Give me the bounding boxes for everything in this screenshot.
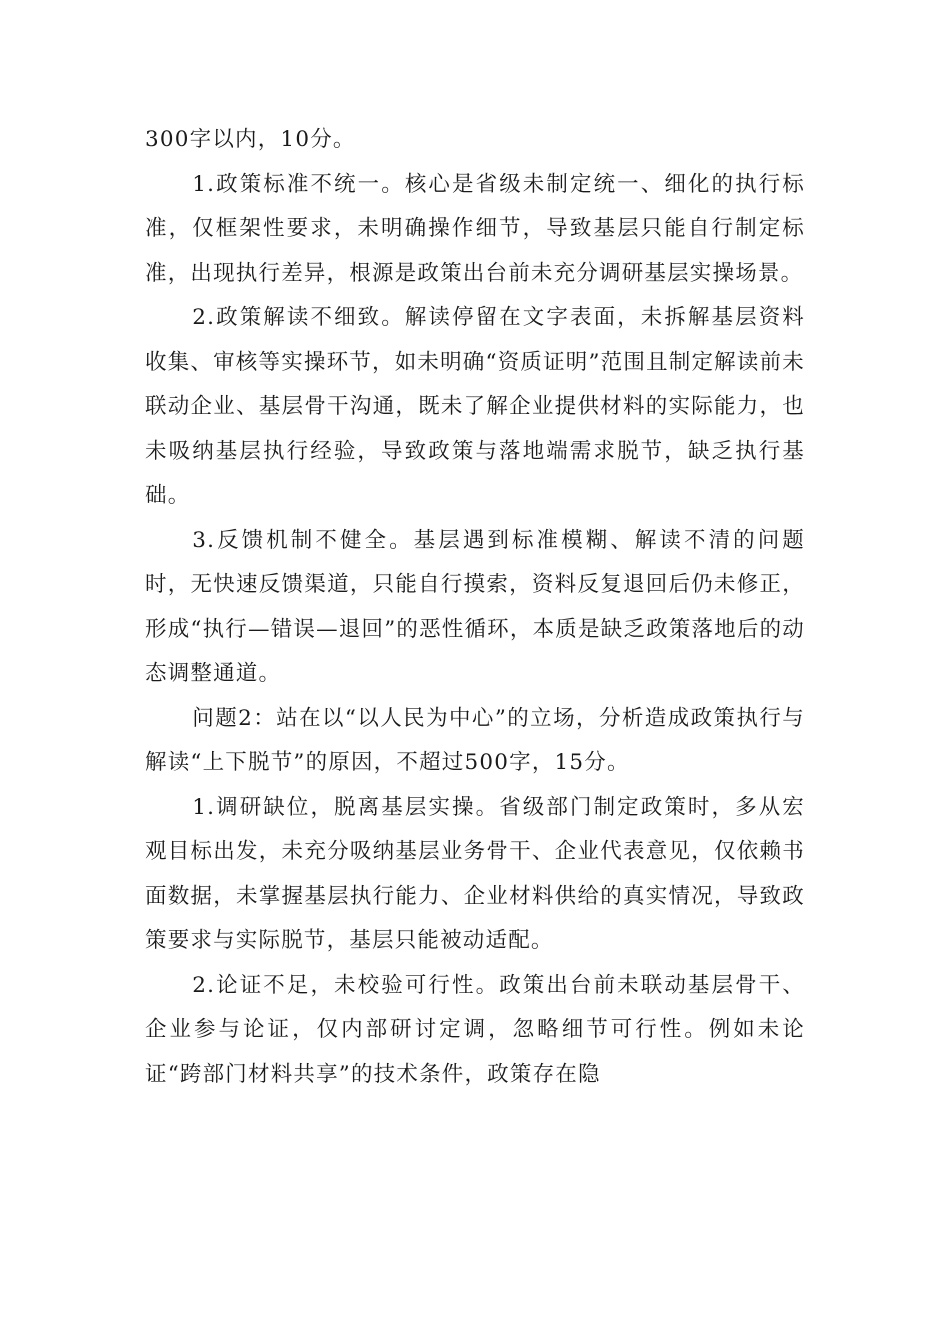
paragraph-point-2: 2.政策解读不细致。解读停留在文字表面，未拆解基层资料收集、审核等实操环节，如未明确“资质证明”范围且制定解读前未联动企业、基层骨干沟通，既未了解企业提供材料的实际能力，也未吸纳基层执行经验，导致政策与落地端需求脱节，缺乏执行基础。 [145, 305, 805, 508]
paragraph-point-1: 1.政策标准不统一。核心是省级未制定统一、细化的执行标准，仅框架性要求，未明确操作细节，导致基层只能自行制定标准，出现执行差异，根源是政策出台前未充分调研基层实操场景。 [145, 171, 805, 286]
paragraph-point-3: 3.反馈机制不健全。基层遇到标准模糊、解读不清的问题时，无快速反馈渠道，只能自行摸索，资料反复退回后仍未修正，形成“执行—错误—退回”的恶性循环，本质是缺乏政策落地后的动态调整通道。 [145, 527, 805, 686]
answer-point-2: 2.论证不足，未校验可行性。政策出台前未联动基层骨干、企业参与论证，仅内部研讨定调，忽略细节可行性。例如未论证“跨部门材料共享”的技术条件，政策存在隐 [145, 972, 805, 1087]
question-2-heading: 问题2：站在以“以人民为中心”的立场，分析造成政策执行与解读“上下脱节”的原因，不超过500字，15分。 [145, 705, 805, 775]
answer-point-1: 1.调研缺位，脱离基层实操。省级部门制定政策时，多从宏观目标出发，未充分吸纳基层业务骨干、企业代表意见，仅依赖书面数据，未掌握基层执行能力、企业材料供给的真实情况，导致政策要求与实际脱节，基层只能被动适配。 [145, 794, 805, 953]
paragraph-continuation: 300字以内，10分。 [145, 127, 356, 152]
document-body [145, 118, 805, 1097]
